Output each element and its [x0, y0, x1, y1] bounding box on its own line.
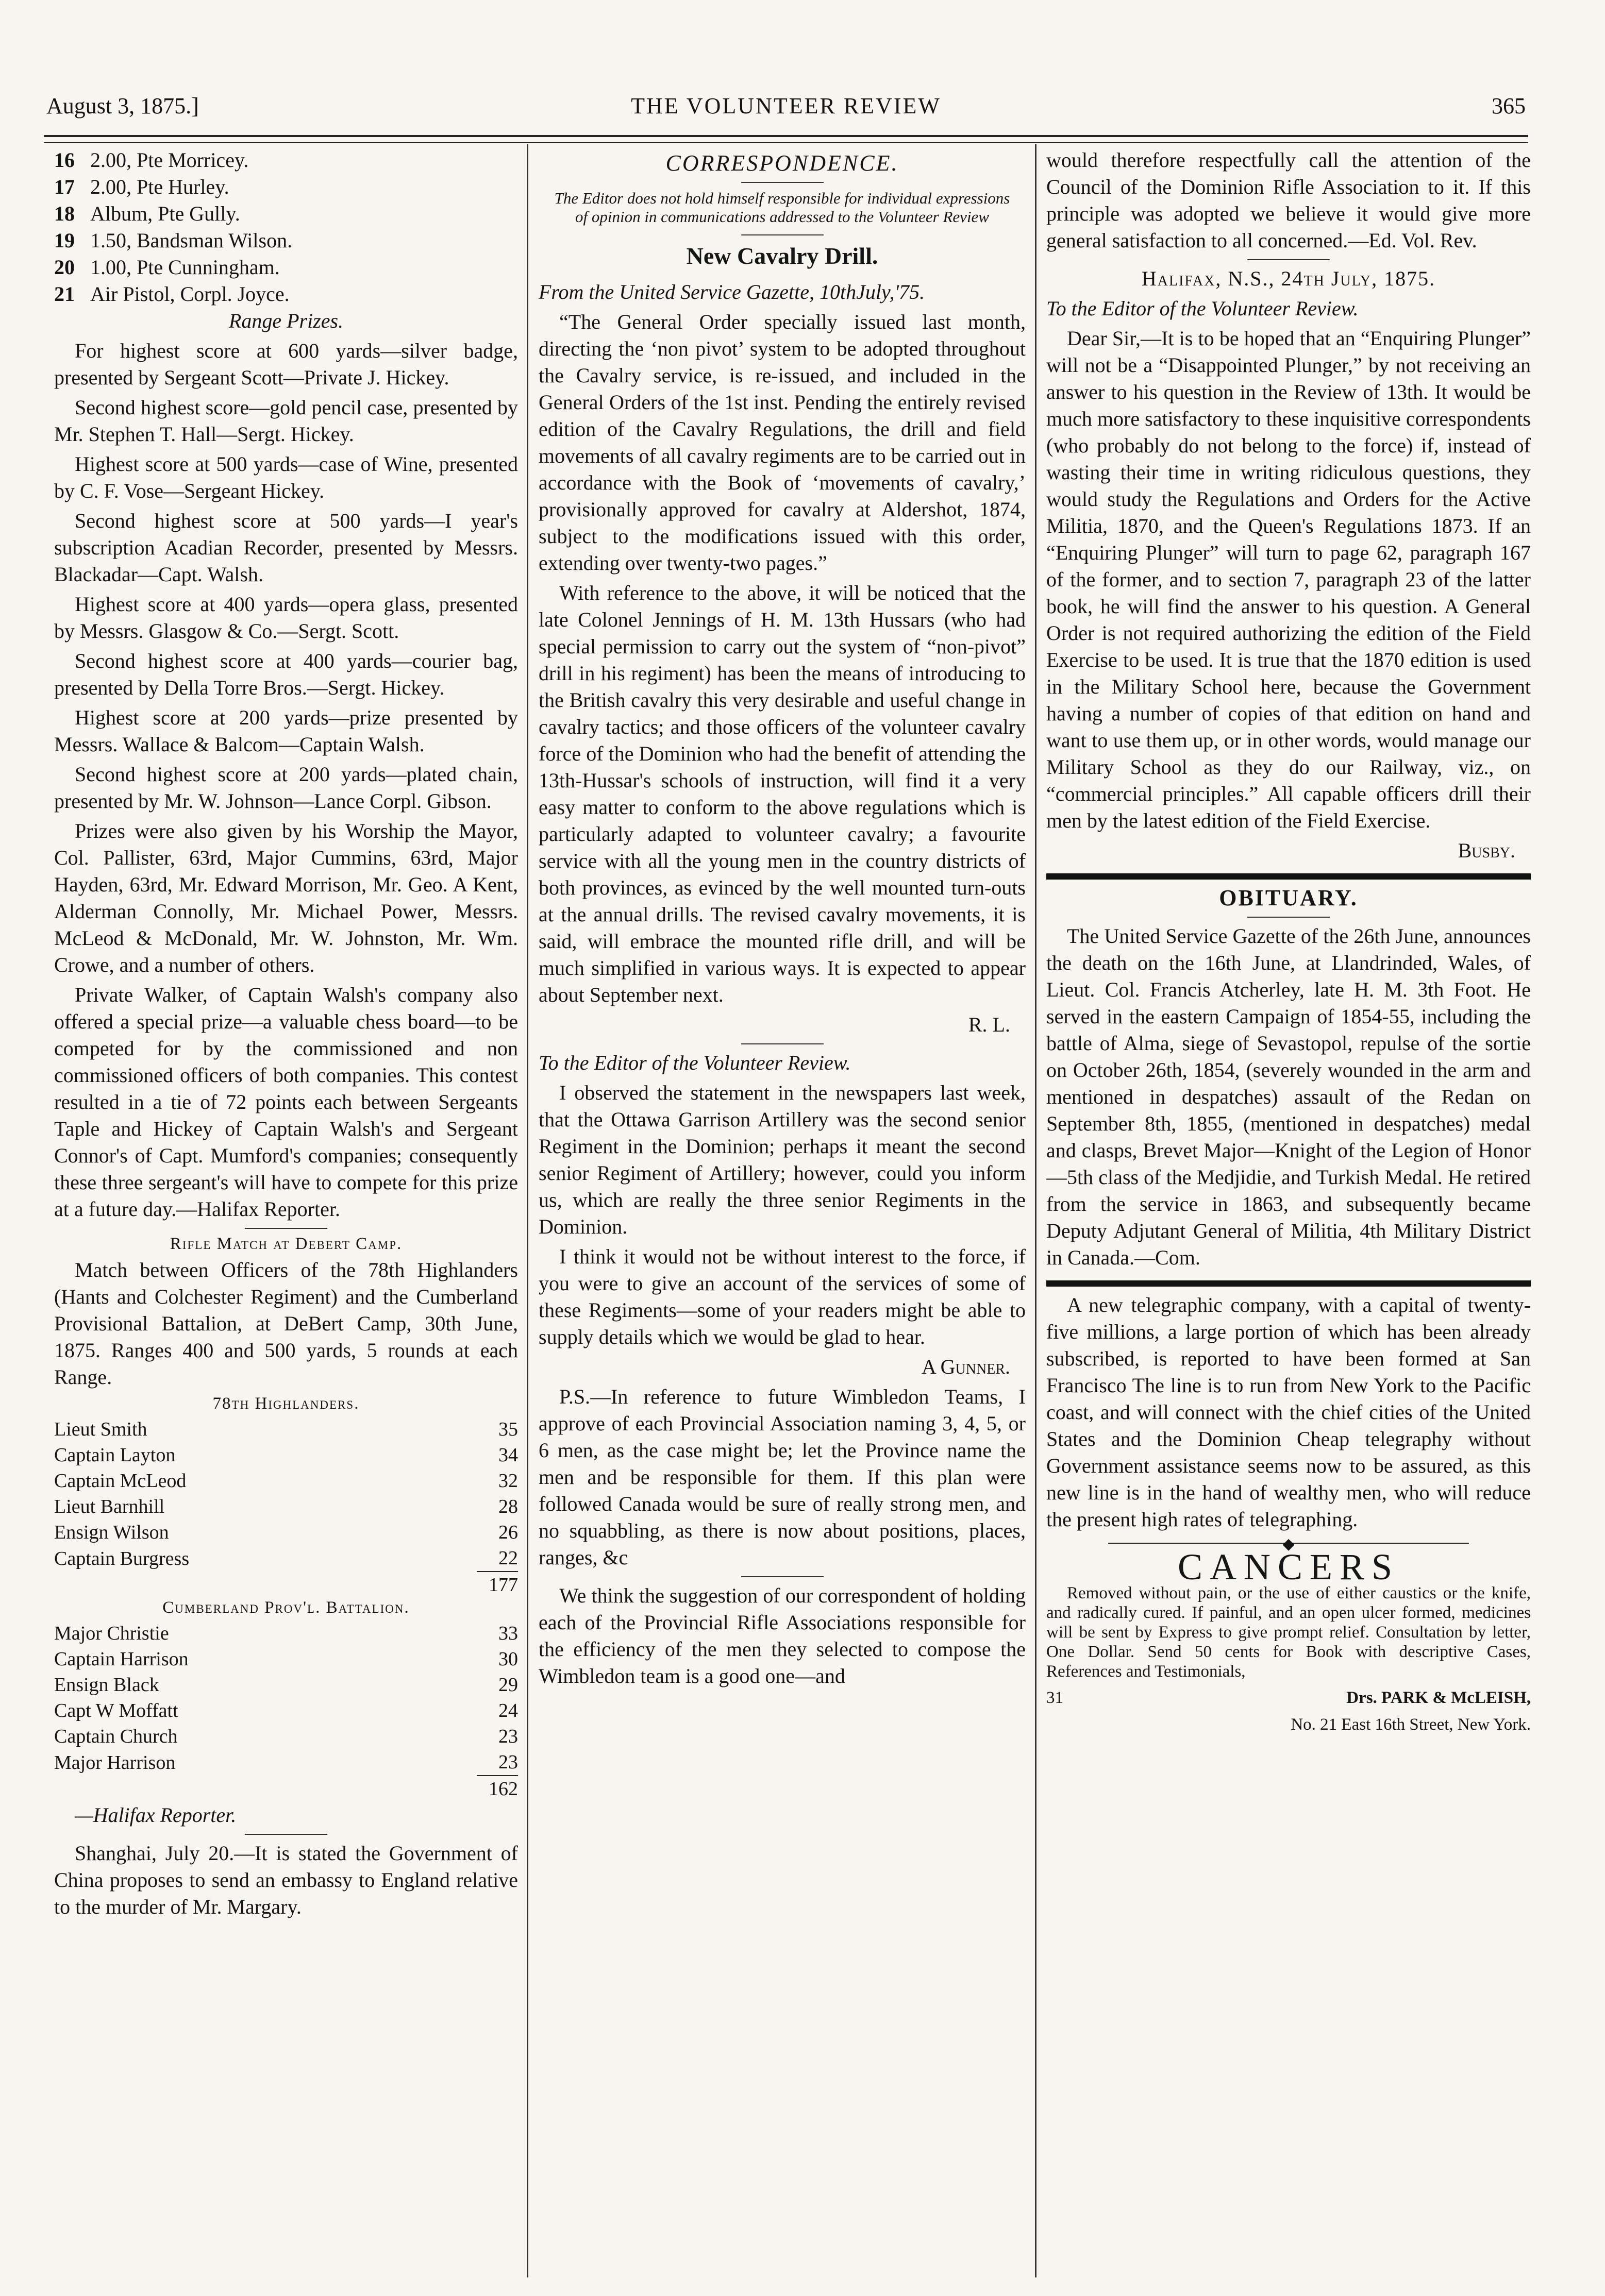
- editor-disclaimer: The Editor does not hold himself responsible for individual expressions of opinion in communications addressed to the Volunteer Review: [554, 189, 1010, 226]
- divider: [1247, 259, 1330, 260]
- list-item: 21 Air Pistol, Corpl. Joyce.: [54, 282, 290, 306]
- letter-salutation: To the Editor of the Volunteer Review.: [539, 1051, 851, 1074]
- signature: A Gunner.: [921, 1355, 1010, 1378]
- table-row: Captain Harrison 30: [54, 1648, 518, 1670]
- divider: [741, 234, 824, 235]
- paragraph: Second highest score—gold pencil case, presented by Mr. Stephen T. Hall—Sergt. Hickey.: [54, 396, 518, 446]
- paragraph: P.S.—In reference to future Wimbledon Teams, I approve of each Provincial Association naming 3, 4, 5, or 6 men, as the case might be; let the Province name the men and be responsible for them. If this plan were followed Canada would be sure of really strong men, and no squabbling, as there is now about positions, places, ranges, &c: [539, 1385, 1026, 1569]
- ad-address: No. 21 East 16th Street, New York.: [1291, 1715, 1531, 1734]
- page-header: [46, 93, 1526, 134]
- table-total-row: 162: [54, 1776, 518, 1802]
- score-table: [54, 1620, 518, 1802]
- team-heading: 78th Highlanders.: [212, 1394, 360, 1413]
- section-title: CORRESPONDENCE.: [665, 150, 899, 176]
- heavy-rule: [1046, 873, 1531, 880]
- list-item: 19 1.50, Bandsman Wilson.: [54, 229, 293, 252]
- list-item: 17 2.00, Pte Hurley.: [54, 175, 229, 198]
- table-row: Captain Layton 34: [54, 1444, 518, 1466]
- paragraph: would therefore respectfully call the attention of the Council of the Dominion Rifle Association to it. If this principle was adopted we believe it would give more general satisfaction to all concerned.—Ed. Vol. Rev.: [1046, 148, 1531, 252]
- letter-salutation: To the Editor of the Volunteer Review.: [1046, 297, 1359, 320]
- list-item: 16 2.00, Pte Morricey.: [54, 148, 249, 172]
- table-row: Major Harrison 23: [54, 1751, 518, 1774]
- table-row: Ensign Black 29: [54, 1674, 518, 1696]
- signature: Busby.: [1458, 839, 1515, 862]
- paragraph: Highest score at 200 yards—prize presented by Messrs. Wallace & Balcom—Captain Walsh.: [54, 706, 518, 756]
- paragraph: Prizes were also given by his Worship the Mayor, Col. Pallister, 63rd, Major Cummins, 63rd, Major Hayden, 63rd, Mr. Edward Morrison, Mr. Geo. A Kent, Alderman Connolly, Mr. Michael Power, Messrs. McLeod & McDonald, Mr. W. Johnston, Mr. Wm. Crowe, and a number of others.: [54, 819, 518, 976]
- divider: [245, 1834, 327, 1835]
- ad-signature: Drs. PARK & McLEISH,: [1346, 1689, 1531, 1707]
- score-table: [54, 1416, 518, 1598]
- paragraph: Shanghai, July 20.—It is stated the Government of China proposes to send an embassy to England relative to the murder of Mr. Margary.: [54, 1842, 518, 1918]
- table-row: Ensign Wilson 26: [54, 1522, 518, 1543]
- paragraph: Match between Officers of the 78th Highlanders (Hants and Colchester Regiment) and the Cumberland Provisional Battalion, at DeBert Camp, 30th June, 1875. Ranges 400 and 500 yards, 5 rounds at each Range.: [54, 1258, 518, 1389]
- divider: [741, 1043, 824, 1044]
- source-line: From the United Service Gazette, 10thJuly,'75.: [539, 280, 925, 303]
- table-row: Lieut Barnhill 28: [54, 1496, 518, 1517]
- table-row: Major Christie 33: [54, 1623, 518, 1644]
- paragraph: Dear Sir,—It is to be hoped that an “Enquiring Plunger” will not be a “Disappointed Plunger,” by not receiving an answer to his question in the Review of 13th. It would be much more satisfactory to these inquisitive correspondents (who probably do not belong to the force) if, instead of wasting their time in writing ridiculous questions, they would study the Regulations and Orders for the Active Militia, 1870, and the Queen's Regulations 1873. If an “Enquiring Plunger” will turn to page 62, paragraph 167 of the former, and to section 7, paragraph 23 of the latter book, he will find the answer to his question. A General Order is not required authorizing the edition of the Field Exercise to be used. It is true that the 1870 edition is used in the Military School here, because the Government having a number of copies of that edition on hand and want to use them up, or in other words, would manage our Military School as they do our Railway, viz., on “commercial principles.” All capable officers drill their men by the latest edition of the Field Exercise.: [1046, 327, 1531, 832]
- ad-title: CANCERS: [1177, 1546, 1400, 1588]
- paragraph: A new telegraphic company, with a capital of twenty-five millions, a large portion of which has been already subscribed, is reported to have been formed at San Francisco The line is to run from New York to the Pacific coast, and will connect with the chief cities of the United States and the Dominion Cheap telegraphy without Government assistance seems now to be assured, as this new line is in the hand of wealthy men, who will reduce the present high rates of telegraphing.: [1046, 1293, 1531, 1531]
- paragraph: Second highest score at 500 yards—I year's subscription Acadian Recorder, presented by Messrs. Blackadar—Capt. Walsh.: [54, 509, 518, 586]
- page-number: 365: [1492, 93, 1526, 119]
- team-heading: Cumberland Prov'l. Battalion.: [162, 1598, 410, 1617]
- heavy-rule: [1046, 1280, 1531, 1287]
- article-headline: New Cavalry Drill.: [686, 243, 878, 269]
- rifle-match-heading: Rifle Match at Debert Camp.: [170, 1235, 403, 1253]
- dateline: Halifax, N.S., 24th July, 1875.: [1141, 267, 1436, 290]
- paragraph: I observed the statement in the newspapers last week, that the Ottawa Garrison Artillery was the second senior Regiment in the Dominion; perhaps it meant the second senior Regiment of Artillery; however, could you inform us, which are really the three senior Regiments in the Dominion.: [539, 1081, 1026, 1238]
- ad-body: Removed without pain, or the use of either caustics or the knife, and radically cured. If painful, and an open ulcer formed, medicines will be sent by Express to give prompt relief. Consultation by letter, One Dollar. Send 50 cents for Book with descriptive Cases, References and Testimonials,: [1046, 1584, 1531, 1681]
- paragraph: We think the suggestion of our correspondent of holding each of the Provincial Rifle Associations responsible for the efficiency of the men they selected to compose the Wimbledon team is a good one—and: [539, 1584, 1026, 1687]
- issue-date: August 3, 1875.]: [46, 93, 199, 119]
- divider: [741, 182, 824, 183]
- column-divider: [1035, 144, 1036, 2277]
- paragraph: The United Service Gazette of the 26th June, announces the death on the 16th June, at Llandrinded, Wales, of Lieut. Col. Francis Atcherley, late H. M. 3th Foot. He served in the eastern Campaign of 1854-55, including the battle of Alma, siege of Sevastopol, repulse of the sortie on October 26th, 1854, (severely wounded in the arm and mentioned in despatches) assault of the Redan on September 8th, 1855, (mentioned in despatches) medal and clasps, Brevet Major—Knight of the Legion of Honor—5th class of the Medjidie, and Turkish Medal. He retired from the service in 1863, and subsequently became Deputy Adjutant General of Militia, 4th Military District in Canada.—Com.: [1046, 924, 1531, 1269]
- prize-list: [54, 147, 518, 308]
- publication-title: THE VOLUNTEER REVIEW: [631, 93, 941, 119]
- list-item: 18 Album, Pte Gully.: [54, 202, 240, 225]
- column-divider: [527, 144, 528, 2277]
- table-row: Captain Burgress 22: [54, 1547, 518, 1569]
- ad-footer: [1046, 1684, 1531, 1738]
- table-row: Lieut Smith 35: [54, 1419, 518, 1440]
- column-right: [1046, 147, 1531, 1738]
- table-total-row: 177: [54, 1572, 518, 1598]
- paragraph: Highest score at 500 yards—case of Wine, presented by C. F. Vose—Sergeant Hickey.: [54, 452, 518, 502]
- paragraph: “The General Order specially issued last month, directing the ‘non pivot’ system to be adopted throughout the Cavalry service, is re-issued, and included in the General Orders of the 1st inst. Pending the entirely revised edition of the Cavalry Regulations, the drill and field movements of all cavalry regiments are to be carried out in accordance with the Book of ‘movements of cavalry,’ provisionally approved for cavalry at Aldershot, 1874, subject to the modifications issued with this order, extending over twenty-two pages.”: [539, 310, 1026, 575]
- header-rule: [44, 135, 1528, 143]
- ornament-rule: [1046, 1538, 1531, 1548]
- paragraph: Highest score at 400 yards—opera glass, presented by Messrs. Glasgow & Co.—Sergt. Scott.: [54, 593, 518, 643]
- column-left: [54, 147, 518, 1923]
- signature: R. L.: [968, 1013, 1010, 1036]
- list-item: 20 1.00, Pte Cunningham.: [54, 256, 280, 279]
- column-middle: [539, 147, 1026, 1693]
- ad-number: 31: [1046, 1689, 1063, 1707]
- paragraph: Second highest score at 400 yards—courier bag, presented by Della Torre Bros.—Sergt. Hickey.: [54, 649, 518, 699]
- range-prizes-heading: Range Prizes.: [228, 309, 344, 332]
- paragraph: Private Walker, of Captain Walsh's company also offered a special prize—a valuable chess board—to be competed for by the commissioned and non commissioned officers of both companies. This contest resulted in a tie of 72 points each between Sergeants Taple and Hickey of Captain Walsh's and Sergeant Connor's of Capt. Mumford's companies; consequently these three sergeant's will have to compete for this prize at a future day.—Halifax Reporter.: [54, 983, 518, 1221]
- table-row: Captain Church 23: [54, 1726, 518, 1747]
- source-credit: —Halifax Reporter.: [75, 1803, 237, 1827]
- divider: [245, 1228, 327, 1229]
- paragraph: I think it would not be without interest to the force, if you were to give an account of the services of some of these Regiments—some of your readers might be able to supply details which we would be glad to hear.: [539, 1245, 1026, 1348]
- paragraph: For highest score at 600 yards—silver badge, presented by Sergeant Scott—Private J. Hickey.: [54, 339, 518, 389]
- paragraph: With reference to the above, it will be noticed that the late Colonel Jennings of H. M. 13th Hussars (who had special permission to carry out the system of “non-pivot” drill in his regiment) has been the means of introducing to the British cavalry this very desirable and useful change in cavalry tactics; and those officers of the volunteer cavalry force of the Dominion who had the benefit of attending the 13th-Hussar's schools of instruction, will find it a very easy matter to conform to the above regulations which is particularly adapted to volunteer cavalry; a favourite service with all the young men in the country districts of both provinces, as evinced by the well mounted turn-outs at the annual drills. The revised cavalry movements, it is said, will embrace the mounted rifle drill, and will be much simplified in various ways. It is expected to appear about September next.: [539, 581, 1026, 1006]
- divider: [1247, 917, 1330, 918]
- paragraph: Second highest score at 200 yards—plated chain, presented by Mr. W. Johnson—Lance Corpl. Gibson.: [54, 763, 518, 813]
- table-row: Capt W Moffatt 24: [54, 1700, 518, 1721]
- table-row: Captain McLeod 32: [54, 1470, 518, 1492]
- divider: [741, 1576, 824, 1577]
- obituary-heading: OBITUARY.: [1219, 885, 1358, 910]
